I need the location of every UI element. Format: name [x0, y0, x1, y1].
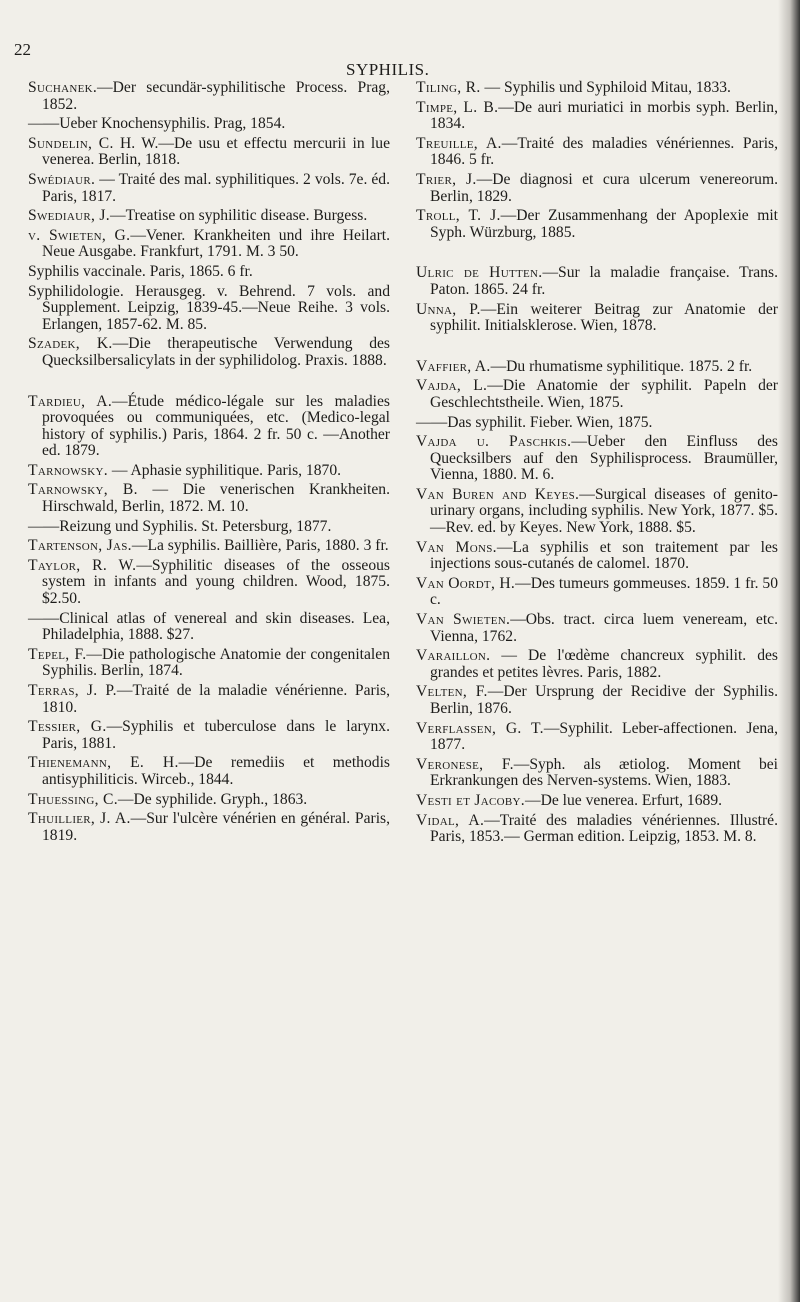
- entry-text: H. W.—De usu et effectu mercurii in lue venerea. Berlin, 1818.: [42, 134, 390, 169]
- entry-text: —Vener. Krankheiten und ihre Heilart. Neue Ausgabe. Frankfurt, 1791. M. 3 50.: [42, 226, 390, 261]
- entry-author: Tarnowsky.: [28, 461, 108, 479]
- entry-author: Troll, T. J.: [416, 207, 501, 225]
- entry-text: —Der Ursprung der Recidive der Syphilis. Berlin, 1876.: [430, 683, 778, 717]
- entry-author: Thuillier, J. A.: [28, 810, 131, 828]
- entry-text: —Die pathologische Anatomie der congenitalen Syphilis. Berlin, 1874.: [42, 645, 390, 680]
- page-edge-shadow: [778, 0, 800, 1302]
- bibliography-entry: [416, 721, 778, 754]
- entry-author: Unna, P.: [416, 300, 481, 318]
- entry-text: — Die venerischen Krankheiten. Hirschwald, Berlin, 1872. M. 10.: [42, 481, 391, 516]
- entry-text: —Traité des maladies vénériennes. Illustré. Paris, 1853.— German edition. Leipzig, 1853. M. 8.: [430, 811, 779, 846]
- bibliography-entry: [28, 811, 390, 844]
- entry-spacer: [416, 244, 778, 265]
- entry-text: — De l'œdème chancreux syphilit. des grandes et petites lèvres. Paris, 1882.: [430, 647, 778, 681]
- entry-author: Veronese, F.: [416, 755, 514, 773]
- entry-text: — Traité des mal. syphilitiques. 2 vols. 7e. éd. Paris, 1817.: [42, 170, 390, 205]
- entry-author: Van Buren and Keyes.: [416, 485, 580, 503]
- entry-author: Tarnowsky, B.: [28, 481, 138, 499]
- entry-text: ——Clinical atlas of venereal and skin diseases. Lea, Philadelphia, 1888. $27.: [28, 609, 390, 644]
- entry-author: Velten, F.: [416, 683, 488, 701]
- bibliography-entry: [28, 336, 390, 369]
- entry-author: Tessier, G.: [28, 718, 107, 736]
- entry-author: Ulric de Hutten.: [416, 264, 543, 282]
- entry-text: —Ein weiterer Beitrag zur Anatomie der syphilit. Initialsklerose. Wien, 1878.: [430, 300, 778, 335]
- bibliography-entry: [28, 611, 390, 644]
- bibliography-entry: [28, 519, 390, 536]
- entry-text: — Aphasie syphilitique. Paris, 1870.: [107, 461, 342, 479]
- bibliography-entry: [28, 228, 390, 261]
- page-number: 22: [14, 40, 31, 59]
- bibliography-entry: [416, 80, 778, 97]
- bibliography-entry: [28, 463, 390, 480]
- bibliography-entry: [28, 647, 390, 680]
- entry-author: v. Swieten, G.: [28, 226, 131, 244]
- bibliography-entry: [416, 100, 778, 133]
- bibliography-entry: [28, 792, 390, 809]
- entry-spacer: [28, 373, 390, 394]
- bibliography-entry: [416, 415, 778, 432]
- bibliography-entry: [416, 265, 778, 298]
- entry-text: Syphilidologie. Herausgeg. v. Behrend. 7 vols. and Supplement. Leipzig, 1839-45.—Neue Reihe. 3 vols. Erlangen, 1857-62. M. 85.: [28, 282, 390, 333]
- bibliography-entry: [28, 208, 390, 225]
- bibliography-entry: [28, 755, 390, 788]
- bibliography-entry: [416, 208, 778, 241]
- entry-author: Varaillon.: [416, 647, 491, 665]
- entry-text: —Ueber den Einfluss des Quecksilbers auf den Syphilisprocess. Braumüller, Vienna, 1880. M. 6.: [430, 433, 778, 484]
- entry-text: —Die therapeutische Verwendung des Quecksilbersalicylats in der syphilidolog. Praxis. 1888.: [42, 335, 390, 369]
- entry-author: Timpe, L. B.: [416, 98, 499, 116]
- entry-author: Terras, J. P.: [28, 682, 117, 699]
- entry-text: —Der secundär-syphilitische Process. Prag, 1852.: [42, 79, 390, 113]
- entry-text: — Syphilis und Syphiloid Mitau, 1833.: [480, 79, 731, 96]
- right-column: [416, 80, 778, 849]
- entry-text: —Traité des maladies vénériennes. Paris, 1846. 5 fr.: [430, 134, 778, 169]
- bibliography-entry: [28, 284, 390, 334]
- bibliography-entry: [416, 302, 778, 335]
- entry-author: Swediaur, J.: [28, 207, 110, 225]
- entry-text: —La syphilis. Baillière, Paris, 1880. 3 fr.: [131, 537, 389, 555]
- entry-author: Vajda, L.: [416, 377, 488, 395]
- entry-text: —De auri muriatici in morbis syph. Berlin, 1834.: [430, 98, 778, 133]
- bibliography-entry: [28, 116, 390, 133]
- bibliography-entry: [416, 434, 778, 484]
- entry-author: Vidal, A.: [416, 811, 485, 829]
- entry-author: Tiling, R.: [416, 79, 481, 96]
- entry-author: Taylor, R. W.: [28, 556, 137, 574]
- bibliography-entry: [416, 378, 778, 411]
- entry-author: Swédiaur.: [28, 170, 96, 188]
- entry-text: ——Ueber Knochensyphilis. Prag, 1854.: [28, 115, 286, 133]
- entry-text: —De diagnosi et cura ulcerum venereorum. Berlin, 1829.: [430, 170, 779, 205]
- entry-author: Vajda u. Paschkis.: [416, 433, 572, 451]
- entry-text: ——Reizung und Syphilis. St. Petersburg, 1877.: [28, 517, 332, 535]
- bibliography-entry: [416, 359, 778, 376]
- bibliography-entry: [28, 80, 390, 113]
- entry-text: —Du rhumatisme syphilitique. 1875. 2 fr.: [490, 357, 753, 375]
- entry-text: —Treatise on syphilitic disease. Burgess.: [109, 207, 368, 225]
- entry-text: —Syphilitic diseases of the osseous system in infants and young children. Wood, 1875. $2.50.: [42, 556, 391, 608]
- bibliography-entry: [28, 394, 390, 460]
- bibliography-entry: [28, 719, 390, 752]
- entry-text: —Obs. tract. circa luem veneream, etc. Vienna, 1762.: [430, 611, 778, 645]
- bibliography-entry: [28, 538, 390, 555]
- entry-author: Treuille, A.: [416, 134, 502, 152]
- bibliography-entry: [416, 684, 778, 717]
- bibliography-entry: [416, 813, 778, 846]
- entry-text: —Die Anatomie der syphilit. Papeln der Geschlechtstheile. Wien, 1875.: [430, 377, 778, 411]
- entry-text: —Surgical diseases of genito-urinary organs, including syphilis. New York, 1877. $5.—Rev. ed. by Keyes. New York, 1888. $5.: [430, 485, 779, 537]
- entry-text: —Sur la maladie française. Trans. Paton. 1865. 24 fr.: [430, 264, 778, 298]
- entry-author: Van Mons.: [416, 538, 497, 556]
- left-column: [28, 80, 390, 847]
- bibliography-entry: [28, 482, 390, 515]
- bibliography-entry: [416, 757, 778, 790]
- bibliography-entry: [28, 264, 390, 281]
- entry-text: —Traité de la maladie vénérienne. Paris, 1810.: [42, 682, 390, 716]
- entry-author: Vaffier, A.: [416, 357, 491, 375]
- bibliography-entry: [416, 172, 778, 205]
- entry-text: —Syphilis et tuberculose dans le larynx. Paris, 1881.: [42, 718, 390, 752]
- entry-author: Tartenson, Jas.: [28, 537, 132, 555]
- bibliography-entry: [416, 612, 778, 645]
- entry-text: —De lue venerea. Erfurt, 1689.: [525, 791, 723, 809]
- bibliography-entry: [416, 540, 778, 573]
- entry-author: Van Swieten.: [416, 611, 511, 629]
- entry-text: Syphilis vaccinale. Paris, 1865. 6 fr.: [28, 262, 253, 280]
- entry-author: Tepel, F.: [28, 645, 87, 663]
- entry-text: ——Das syphilit. Fieber. Wien, 1875.: [416, 413, 653, 431]
- entry-author: Thienemann, E. H.: [28, 754, 179, 772]
- entry-author: Sundelin, C.: [28, 134, 114, 152]
- entry-author: Van Oordt, H.: [416, 574, 516, 592]
- entry-text: —Étude médico-légale sur les maladies provoquées ou communiquées, etc. (Medico-legal history of syphilis.) Paris, 1864. 2 fr. 50 c. —Another ed. 1879.: [42, 392, 390, 460]
- bibliography-entry: [416, 576, 778, 609]
- entry-text: —Des tumeurs gommeuses. 1859. 1 fr. 50 c.: [430, 574, 779, 609]
- entry-author: Vesti et Jacoby.: [416, 791, 525, 809]
- entry-spacer: [416, 338, 778, 359]
- entry-author: Tardieu, A.: [28, 392, 113, 410]
- running-head: SYPHILIS.: [346, 60, 430, 79]
- entry-text: —Sur l'ulcère vénérien en général. Paris, 1819.: [42, 810, 390, 844]
- entry-author: Suchanek.: [28, 79, 98, 96]
- entry-text: —De syphilide. Gryph., 1863.: [117, 790, 308, 808]
- entry-text: —Der Zusammenhang der Apoplexie mit Syph. Würzburg, 1885.: [430, 207, 778, 241]
- entry-text: —De remediis et methodis antisyphiliticis. Wirceb., 1844.: [42, 754, 390, 788]
- bibliography-entry: [416, 793, 778, 810]
- bibliography-entry: [28, 683, 390, 716]
- bibliography-entry: [416, 487, 778, 537]
- entry-text: —La syphilis et son traitement par les injections sous-cutanés de calomel. 1870.: [430, 538, 778, 573]
- entry-author: Thuessing, C.: [28, 790, 118, 808]
- entry-author: Trier, J.: [416, 170, 477, 188]
- bibliography-entry: [416, 136, 778, 169]
- entry-author: Szadek, K.: [28, 335, 113, 353]
- bibliography-entry: [416, 648, 778, 681]
- entry-text: —Syphilit. Leber-affectionen. Jena, 1877.: [430, 719, 778, 754]
- bibliography-entry: [28, 136, 390, 169]
- entry-text: —Syph. als ætiolog. Moment bei Erkrankungen des Nerven-systems. Wien, 1883.: [430, 755, 778, 790]
- entry-author: Verflassen, G. T.: [416, 719, 544, 737]
- bibliography-entry: [28, 172, 390, 205]
- bibliography-entry: [28, 558, 390, 608]
